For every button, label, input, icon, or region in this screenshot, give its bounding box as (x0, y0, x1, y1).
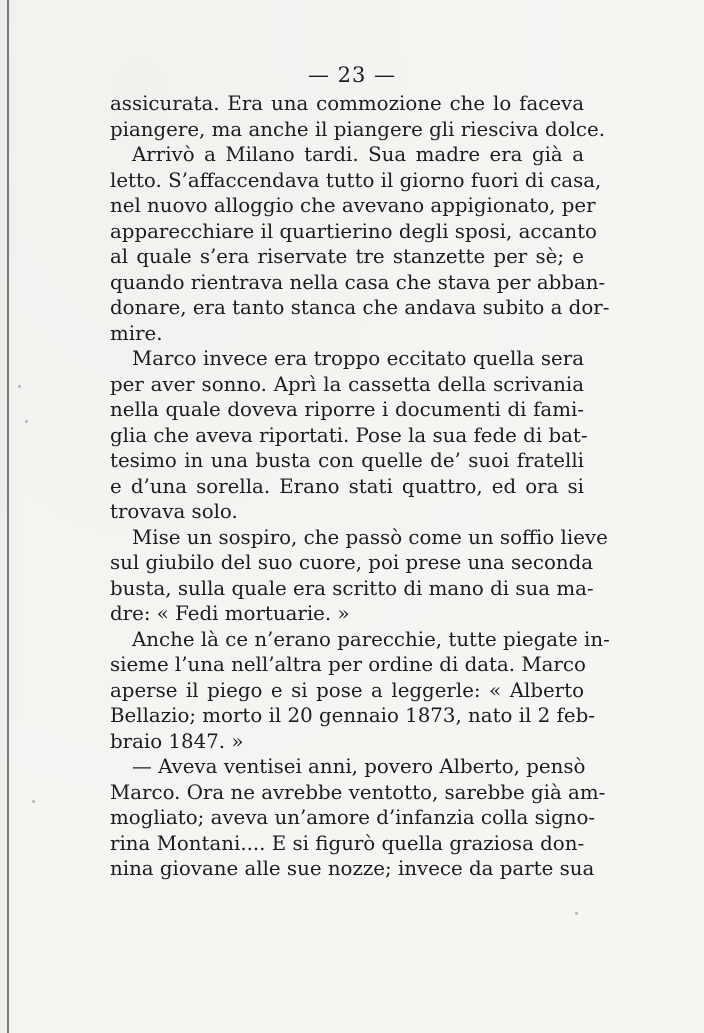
text-line: letto. S’affaccendava tutto il giorno fuori di casa, (110, 168, 602, 192)
text-line: Bellazio; morto il 20 gennaio 1873, nato il 2 feb- (110, 704, 595, 727)
text-line: donare, era tanto stanca che andava subito a dor- (110, 296, 610, 319)
text-line: al quale s’era riservate tre stanzette per sè; e (110, 245, 584, 268)
text-line: glia che aveva riportati. Pose la sua fede di bat- (110, 423, 588, 447)
text-line: quando rientrava nella casa che stava per abban- (110, 270, 606, 294)
text-line: Marco. Ora ne avrebbe ventotto, sarebbe già am- (110, 780, 606, 804)
body-text (110, 91, 610, 882)
text-line: braio 1847. » (110, 729, 244, 753)
paper-speck (32, 800, 35, 803)
text-line: Marco invece era troppo eccitato quella sera (132, 347, 584, 370)
text-line: busta, sulla quale era scritto di mano di sua ma- (110, 576, 594, 600)
paper-speck (25, 420, 28, 423)
text-line: mogliato; aveva un’amore d’infanzia colla signo- (110, 806, 596, 829)
text-line: aperse il piego e si pose a leggerle: « Alberto (110, 678, 584, 702)
page-binding-edge (7, 0, 9, 1033)
text-line: Anche là ce n’erano parecchie, tutte piegate in- (132, 627, 610, 651)
page-number: — 23 — (307, 63, 397, 87)
text-line: e d’una sorella. Erano stati quattro, ed ora si (110, 474, 584, 498)
text-line: nina giovane alle sue nozze; invece da parte sua (110, 857, 595, 880)
text-line: rina Montani.... E si figurò quella graziosa don- (110, 831, 585, 855)
text-line: apparecchiare il quartierino degli sposi, accanto (110, 219, 597, 243)
text-line: assicurata. Era una commozione che lo faceva (110, 92, 584, 115)
text-line: mire. (110, 321, 163, 345)
text-line: Mise un sospiro, che passò come un soffio lieve (132, 525, 608, 549)
text-line: tesimo in una busta con quelle de’ suoi fratelli (110, 449, 584, 472)
text-line: dre: « Fedi mortuarie. » (110, 602, 350, 625)
paper-speck (575, 912, 578, 915)
text-line: nella quale doveva riporre i documenti di fami- (110, 398, 584, 421)
text-line: sieme l’una nell’altra per ordine di data. Marco (110, 653, 586, 676)
text-line: piangere, ma anche il piangere gli riesciva dolce. (110, 117, 605, 141)
text-line: — Aveva ventisei anni, povero Alberto, pensò (132, 755, 586, 778)
text-line: trovava solo. (110, 500, 238, 523)
paper-speck (18, 385, 21, 388)
text-line: nel nuovo alloggio che avevano appigionato, per (110, 194, 596, 217)
text-line: sul giubilo del suo cuore, poi prese una seconda (110, 551, 594, 574)
text-line: per aver sonno. Aprì la cassetta della scrivania (110, 372, 584, 396)
text-line: Arrivò a Milano tardi. Sua madre era già a (132, 143, 584, 166)
